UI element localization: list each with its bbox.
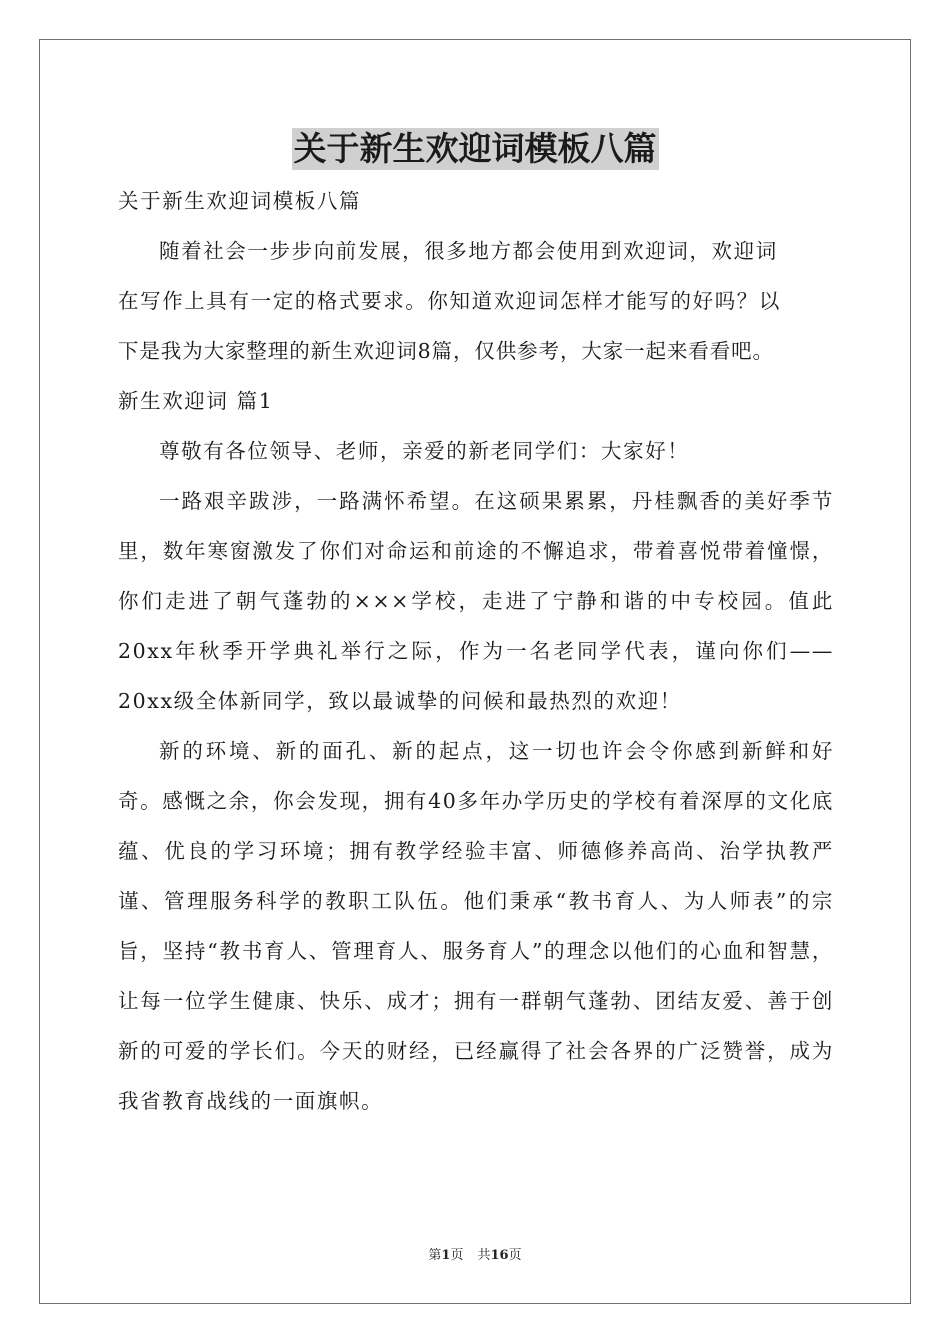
footer-page-current: 1: [441, 1248, 451, 1263]
intro-line-2: 在写作上具有一定的格式要求。你知道欢迎词怎样才能写的好吗？以: [118, 289, 781, 313]
document-subtitle: 关于新生欢迎词模板八篇: [118, 189, 362, 213]
greeting-line: 尊敬有各位领导、老师，亲爱的新老同学们：大家好！: [159, 439, 690, 463]
document-title: 关于新生欢迎词模板八篇: [293, 129, 657, 168]
footer-total-unit: 页: [508, 1248, 522, 1263]
title-wrap: [0, 128, 950, 170]
intro-line-3: 下是我为大家整理的新生欢迎词8篇，仅供参考，大家一起来看看吧。: [118, 339, 774, 363]
body-paragraph-2: 新的环境、新的面孔、新的起点，这一切也许会令你感到新鲜和好奇。感慨之余，你会发现，拥有40多年办学历史的学校有着深厚的文化底蕴、优良的学习环境；拥有教学经验丰富、师德修养高尚、治学执教严谨、管理服务科学的教职工队伍。他们秉承“教书育人、为人师表”的宗旨，坚持“教书育人、管理育人、服务育人”的理念以他们的心血和智慧，让每一位学生健康、快乐、成才；拥有一群朝气蓬勃、团结友爱、善于创新的可爱的学长们。今天的财经，已经赢得了社会各界的广泛赞誉，成为我省教育战线的一面旗帜。: [118, 739, 834, 1113]
footer-page-total: 16: [490, 1248, 509, 1263]
page-footer: [0, 1246, 950, 1266]
body-paragraph-1: 一路艰辛跋涉，一路满怀希望。在这硕果累累，丹桂飘香的美好季节里，数年寒窗激发了你们对命运和前途的不懈追求，带着喜悦带着憧憬，你们走进了朝气蓬勃的×××学校，走进了宁静和谐的中专校园。值此20xx年秋季开学典礼举行之际，作为一名老同学代表，谨向你们——20xx级全体新同学，致以最诚挚的问候和最热烈的欢迎！: [118, 489, 834, 713]
document-body: [118, 176, 834, 1126]
footer-page-unit: 页: [450, 1248, 464, 1263]
intro-line-1: 随着社会一步步向前发展，很多地方都会使用到欢迎词，欢迎词: [159, 239, 778, 263]
footer-page-prefix: 第: [428, 1248, 442, 1263]
section-heading: 新生欢迎词 篇1: [118, 389, 274, 413]
footer-total-prefix: 共: [477, 1248, 491, 1263]
